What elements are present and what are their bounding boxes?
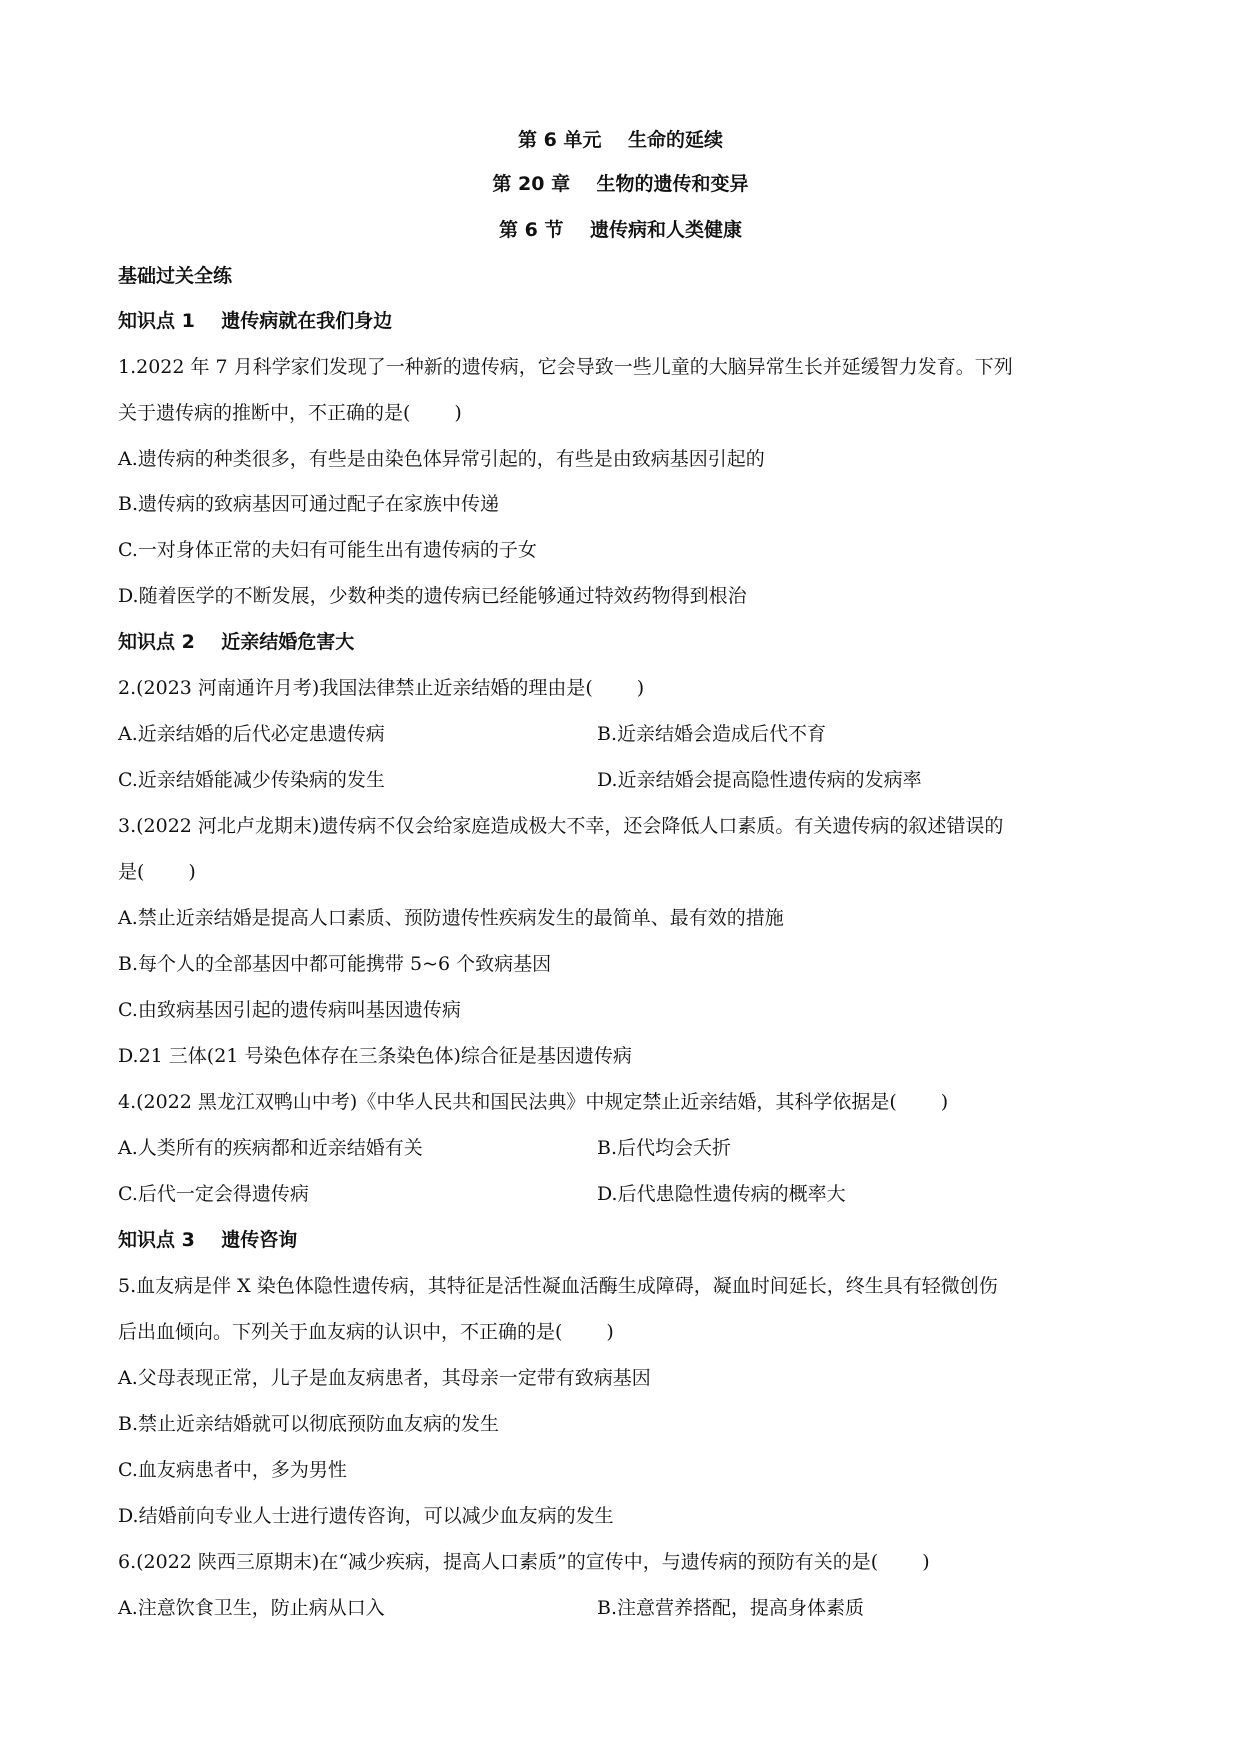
knowledge-point-2: 知识点 2 近亲结婚危害大 [118,631,355,653]
question-2-stem: 2.(2023 河南通许月考)我国法律禁止近亲结婚的理由是( ) [118,677,645,699]
question-4-option-c: C.后代一定会得遗传病 [118,1183,309,1205]
question-2-option-b: B.近亲结婚会造成后代不育 [597,723,827,745]
question-4-option-b: B.后代均会夭折 [597,1137,732,1159]
question-1-option-a: A.遗传病的种类很多，有些是由染色体异常引起的，有些是由致病基因引起的 [118,448,765,470]
question-6-option-b: B.注意营养搭配，提高身体素质 [597,1597,865,1619]
question-2-option-c: C.近亲结婚能减少传染病的发生 [118,769,385,791]
question-3-stem-line2: 是( ) [118,861,196,883]
question-1-option-d: D.随着医学的不断发展，少数种类的遗传病已经能够通过特效药物得到根治 [118,585,747,607]
section-title: 第 6 节 遗传病和人类健康 [499,219,742,241]
question-6-stem: 6.(2022 陕西三原期末)在“减少疾病，提高人口素质”的宣传中，与遗传病的预防有关的是( ) [118,1551,930,1573]
question-5-stem-line2: 后出血倾向。下列关于血友病的认识中，不正确的是( ) [118,1321,614,1343]
practice-heading: 基础过关全练 [118,265,233,287]
question-5-option-c: C.血友病患者中，多为男性 [118,1459,347,1481]
question-3-option-b: B.每个人的全部基因中都可能携带 5~6 个致病基因 [118,953,552,975]
question-1-stem-line1: 1.2022 年 7 月科学家们发现了一种新的遗传病，它会导致一些儿童的大脑异常生长并延缓智力发育。下列 [118,356,1013,378]
question-3-stem-line1: 3.(2022 河北卢龙期末)遗传病不仅会给家庭造成极大不幸，还会降低人口素质。有关遗传病的叙述错误的 [118,815,1004,837]
question-4-stem: 4.(2022 黑龙江双鸭山中考)《中华人民共和国民法典》中规定禁止近亲结婚，其科学依据是( ) [118,1091,949,1113]
question-3-option-a: A.禁止近亲结婚是提高人口素质、预防遗传性疾病发生的最简单、最有效的措施 [118,907,784,929]
question-2-option-a: A.近亲结婚的后代必定患遗传病 [118,723,385,745]
question-6-option-a: A.注意饮食卫生，防止病从口入 [118,1597,385,1619]
question-2-option-d: D.近亲结婚会提高隐性遗传病的发病率 [597,769,922,791]
question-5-stem-line1: 5.血友病是伴 X 染色体隐性遗传病，其特征是活性凝血活酶生成障碍，凝血时间延长，终生具有轻微创伤 [118,1275,998,1297]
unit-title: 第 6 单元 生命的延续 [518,129,723,151]
question-1-option-c: C.一对身体正常的夫妇有可能生出有遗传病的子女 [118,539,537,561]
question-1-option-b: B.遗传病的致病基因可通过配子在家族中传递 [118,493,500,515]
question-5-option-b: B.禁止近亲结婚就可以彻底预防血友病的发生 [118,1413,500,1435]
question-5-option-a: A.父母表现正常，儿子是血友病患者，其母亲一定带有致病基因 [118,1367,651,1389]
question-3-option-d: D.21 三体(21 号染色体存在三条染色体)综合征是基因遗传病 [118,1045,632,1067]
question-4-option-d: D.后代患隐性遗传病的概率大 [597,1183,846,1205]
chapter-title: 第 20 章 生物的遗传和变异 [492,173,749,195]
knowledge-point-1: 知识点 1 遗传病就在我们身边 [118,310,393,332]
question-1-stem-line2: 关于遗传病的推断中，不正确的是( ) [118,402,462,424]
question-5-option-d: D.结婚前向专业人士进行遗传咨询，可以减少血友病的发生 [118,1505,614,1527]
question-4-option-a: A.人类所有的疾病都和近亲结婚有关 [118,1137,423,1159]
knowledge-point-3: 知识点 3 遗传咨询 [118,1229,298,1251]
question-3-option-c: C.由致病基因引起的遗传病叫基因遗传病 [118,999,461,1021]
